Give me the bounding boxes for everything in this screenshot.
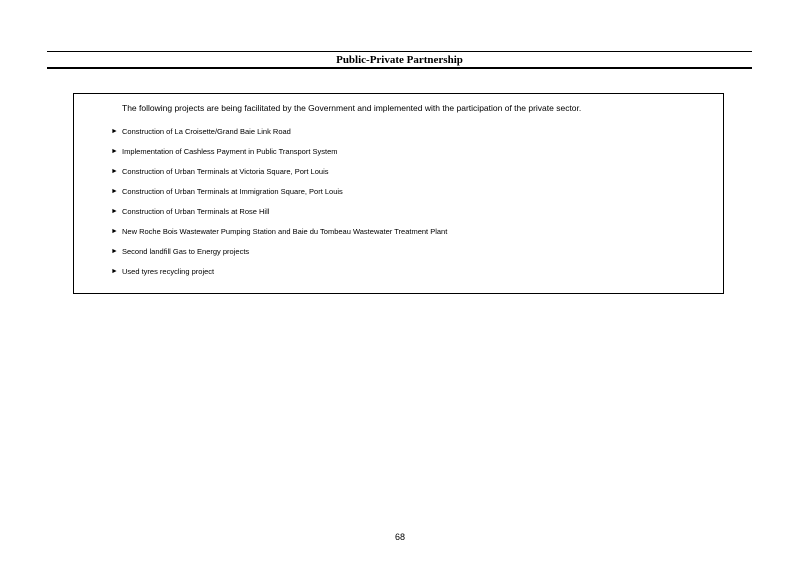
header-bottom-rule [47,67,752,69]
right-pointer-icon: ► [111,268,118,275]
right-pointer-icon: ► [111,208,118,215]
project-label: Implementation of Cashless Payment in Public Transport System [122,147,338,156]
right-pointer-icon: ► [111,148,118,155]
right-pointer-icon: ► [111,188,118,195]
right-pointer-icon: ► [111,168,118,175]
list-item [111,186,447,206]
right-pointer-icon: ► [111,128,118,135]
list-item [111,166,447,186]
list-item [111,246,447,266]
right-pointer-icon: ► [111,228,118,235]
intro-text: The following projects are being facilitated by the Government and implemented with the participation of the private sector. [122,103,582,113]
list-item [111,146,447,166]
project-label: New Roche Bois Wastewater Pumping Station and Baie du Tombeau Wastewater Treatment Plant [122,227,448,236]
right-pointer-icon: ► [111,248,118,255]
project-label: Used tyres recycling project [122,267,215,276]
project-label: Second landfill Gas to Energy projects [122,247,250,256]
page-title: Public-Private Partnership [336,54,463,66]
project-label: Construction of Urban Terminals at Rose Hill [122,207,270,216]
project-label: Construction of Urban Terminals at Immigration Square, Port Louis [122,187,343,196]
projects-box [73,93,724,294]
project-list [111,126,447,286]
project-label: Construction of Urban Terminals at Victoria Square, Port Louis [122,167,329,176]
list-item [111,206,447,226]
list-item [111,266,447,286]
page-number: 68 [394,532,405,542]
header-top-rule [47,51,752,52]
project-label: Construction of La Croisette/Grand Baie Link Road [122,127,291,136]
list-item [111,226,447,246]
list-item [111,126,447,146]
